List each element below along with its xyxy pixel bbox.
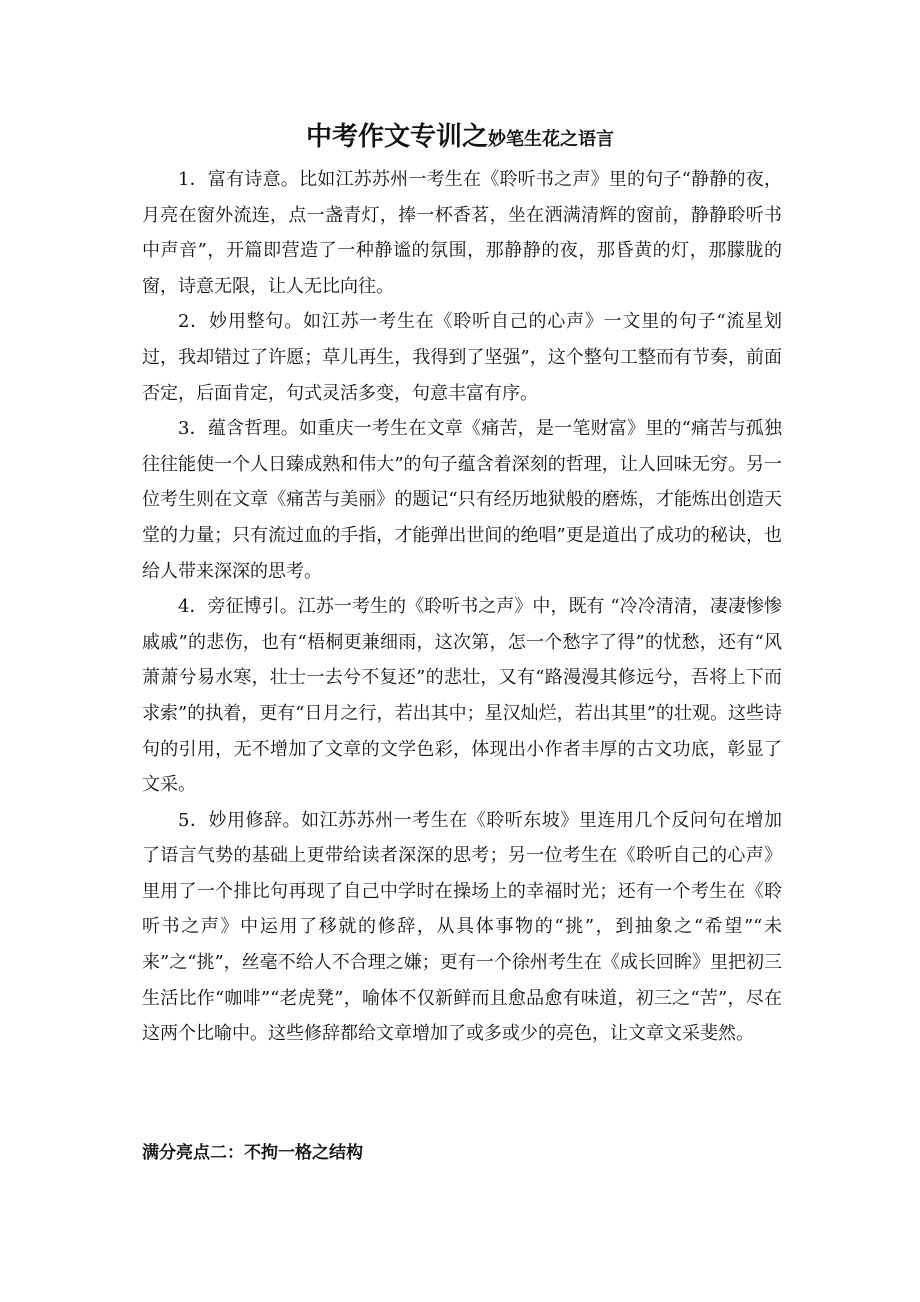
paragraph-4: 4．旁征博引。江苏一考生的《聆听书之声》中，既有 “冷冷清清，凄凄惨惨戚戚”的悲伤，也有“梧桐更兼细雨，这次第，怎一个愁字了得”的忧愁，还有“风萧萧兮易水寒，壮士一去兮不复还”的悲壮，又有“路漫漫其修远兮，吾将上下而求索”的执着，更有“日月之行，若出其中；星汉灿烂，若出其里”的壮观。这些诗句的引用，无不增加了文章的文学色彩，体现出小作者丰厚的古文功底，彰显了文采。: [142, 596, 782, 796]
paragraph-1: 1．富有诗意。比如江苏苏州一考生在《聆听书之声》里的句子“静静的夜，月亮在窗外流连，点一盏青灯，捧一杯香茗，坐在洒满清辉的窗前，静静聆听书中声音”，开篇即营造了一种静谧的氛围，那静静的夜，那昏黄的灯，那朦胧的窗，诗意无限，让人无比向往。: [142, 169, 782, 297]
body-text: [142, 162, 782, 1052]
paragraph-3: 3．蕴含哲理。如重庆一考生在文章《痛苦，是一笔财富》里的“痛苦与孤独往往能使一个人日臻成熟和伟大”的句子蕴含着深刻的哲理，让人回味无穷。另一位考生则在文章《痛苦与美丽》的题记“只有经历地狱般的磨炼，才能炼出创造天堂的力量；只有流过血的手指，才能弹出世间的绝唱”更是道出了成功的秘诀，也给人带来深深的思考。: [142, 418, 782, 582]
paragraph-5: 5．妙用修辞。如江苏苏州一考生在《聆听东坡》里连用几个反问句在增加了语言气势的基础上更带给读者深深的思考；另一位考生在《聆听自己的心声》里用了一个排比句再现了自己中学时在操场上的幸福时光；还有一个考生在《聆听书之声》中运用了移就的修辞，从具体事物的“挑”，到抽象之“希望”“未来”之“挑”，丝毫不给人不合理之嫌；更有一个徐州考生在《成长回眸》里把初三生活比作“咖啡”“老虎凳”，喻体不仅新鲜而且愈品愈有味道，初三之“苦”，尽在这两个比喻中。这些修辞都给文章增加了或多或少的亮色，让文章文采斐然。: [142, 809, 782, 1045]
title-main: 中考作文专训之: [305, 122, 488, 152]
section-heading: 满分亮点二：不拘一格之结构: [142, 1143, 363, 1163]
page-title: [0, 116, 920, 153]
paragraph-2: 2．妙用整句。如江苏一考生在《聆听自己的心声》一文里的句子“流星划过，我却错过了许愿；草儿再生，我得到了坚强”，这个整句工整而有节奏，前面否定，后面肯定，句式灵活多变，句意丰富有序。: [142, 311, 782, 404]
title-subtitle: 妙笔生花之语言: [488, 129, 614, 150]
